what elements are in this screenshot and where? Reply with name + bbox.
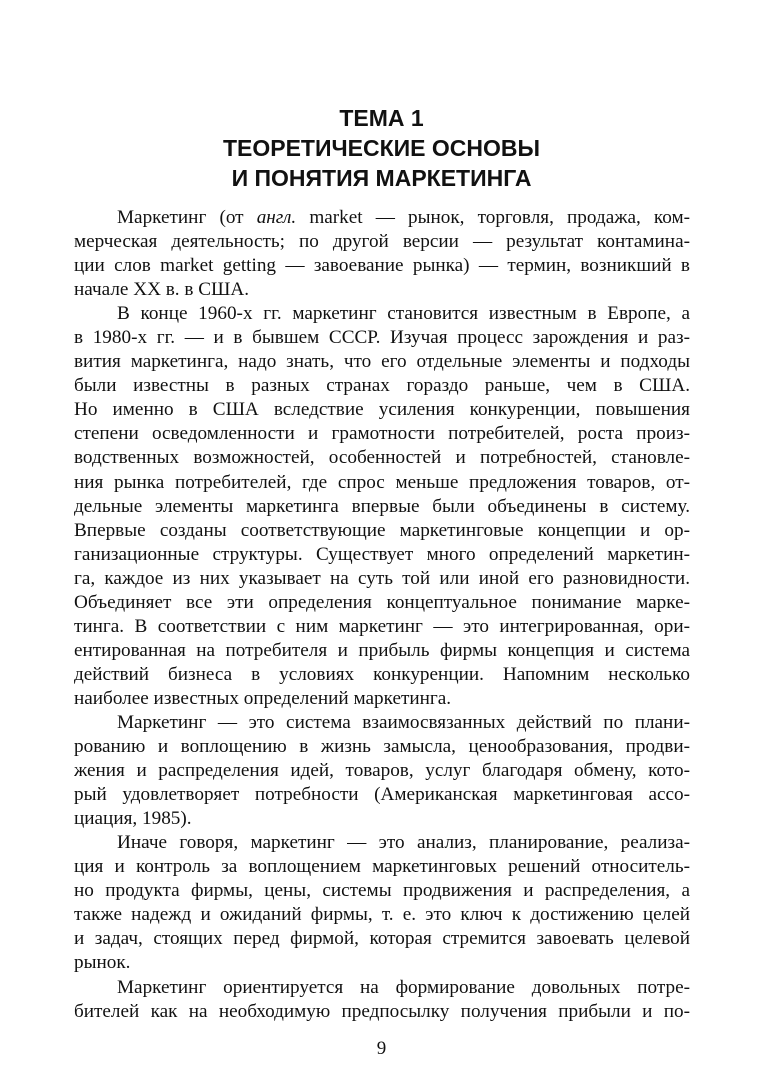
text-line: Маркетинг ориентируется на формирование довольных потре-	[117, 976, 690, 998]
text-line: наиболее известных определений маркетинга.	[74, 687, 452, 709]
text-line: ции слов market getting — завоевание рынка) — термин, возникший в	[74, 255, 690, 277]
text-line: в 1980-х гг. — и в бывшем СССР. Изучая процесс зарождения и раз-	[74, 327, 690, 349]
text-line: Иначе говоря, маркетинг — это анализ, планирование, реализа-	[117, 832, 690, 854]
text-line: В конце 1960-х гг. маркетинг становится известным в Европе, а	[117, 303, 690, 325]
text-line: но продукта фирмы, цены, системы продвижения и распределения, а	[74, 880, 690, 902]
page-number: 9	[376, 1038, 387, 1059]
text-line: были известны в разных странах гораздо раньше, чем в США.	[74, 375, 690, 397]
chapter-title-line-2: И ПОНЯТИЯ МАРКЕТИНГА	[231, 165, 532, 191]
text-line: дельные элементы маркетинга впервые были объединены в систему.	[74, 495, 690, 517]
paragraph-5	[74, 976, 690, 1024]
text-line: Впервые созданы соответствующие маркетинговые концепции и ор-	[74, 519, 690, 541]
text-line: и задач, стоящих перед фирмой, которая стремится завоевать целевой	[74, 928, 690, 950]
text-line: ния рынка потребителей, где спрос меньше предложения товаров, от-	[74, 471, 690, 493]
text-line: Маркетинг — это система взаимосвязанных действий по плани-	[117, 711, 690, 733]
chapter-title-line-1: ТЕОРЕТИЧЕСКИЕ ОСНОВЫ	[222, 135, 541, 161]
paragraph-2	[74, 302, 690, 711]
text-line: ентированная на потребителя и прибыль фирмы концепция и система	[74, 639, 690, 661]
text-span: market — рынок, торговля, продажа, ком-	[296, 207, 690, 228]
body-text	[74, 206, 690, 1024]
chapter-number: ТЕМА 1	[339, 105, 424, 131]
text-line: ция и контроль за воплощением маркетинговых решений относитель-	[74, 856, 690, 878]
text-line: Объединяет все эти определения концептуальное понимание марке-	[74, 591, 690, 613]
text-line: действий бизнеса в условиях конкуренции. Напомним несколько	[74, 663, 690, 685]
paragraph-4	[74, 831, 690, 975]
text-line: рованию и воплощению в жизнь замысла, ценообразования, продви-	[74, 736, 690, 758]
text-line	[74, 206, 690, 230]
paragraph-3	[74, 711, 690, 831]
text-span: Маркетинг (от	[117, 207, 257, 228]
paragraph-1	[74, 206, 690, 302]
text-line: рый удовлетворяет потребности (Американская маркетинговая ассо-	[74, 784, 690, 806]
text-line: водственных возможностей, особенностей и потребностей, становле-	[74, 447, 690, 469]
text-line: жения и распределения идей, товаров, услуг благодаря обмену, кото-	[74, 760, 690, 782]
text-line: рынок.	[74, 952, 131, 974]
text-line: циация, 1985).	[74, 808, 192, 830]
text-line: тинга. В соответствии с ним маркетинг — это интегрированная, ори-	[74, 615, 690, 637]
text-line: Но именно в США вследствие усиления конкуренции, повышения	[74, 399, 690, 421]
text-line: бителей как на необходимую предпосылку получения прибыли и по-	[74, 1000, 690, 1022]
chapter-heading	[0, 103, 763, 193]
text-line: степени осведомленности и грамотности потребителей, роста произ-	[74, 423, 690, 445]
italic-abbreviation: англ.	[256, 207, 297, 228]
text-line: начале XX в. в США.	[74, 279, 250, 301]
text-line: ганизационные структуры. Существует много определений маркетин-	[74, 543, 690, 565]
text-line: га, каждое из них указывает на суть той или иной его разновидности.	[74, 567, 690, 589]
text-line: также надежд и ожиданий фирмы, т. е. это ключ к достижению целей	[74, 904, 690, 926]
text-line: мерческая деятельность; по другой версии — результат контамина-	[74, 231, 690, 253]
text-line: вития маркетинга, надо знать, что его отдельные элементы и подходы	[74, 351, 690, 373]
